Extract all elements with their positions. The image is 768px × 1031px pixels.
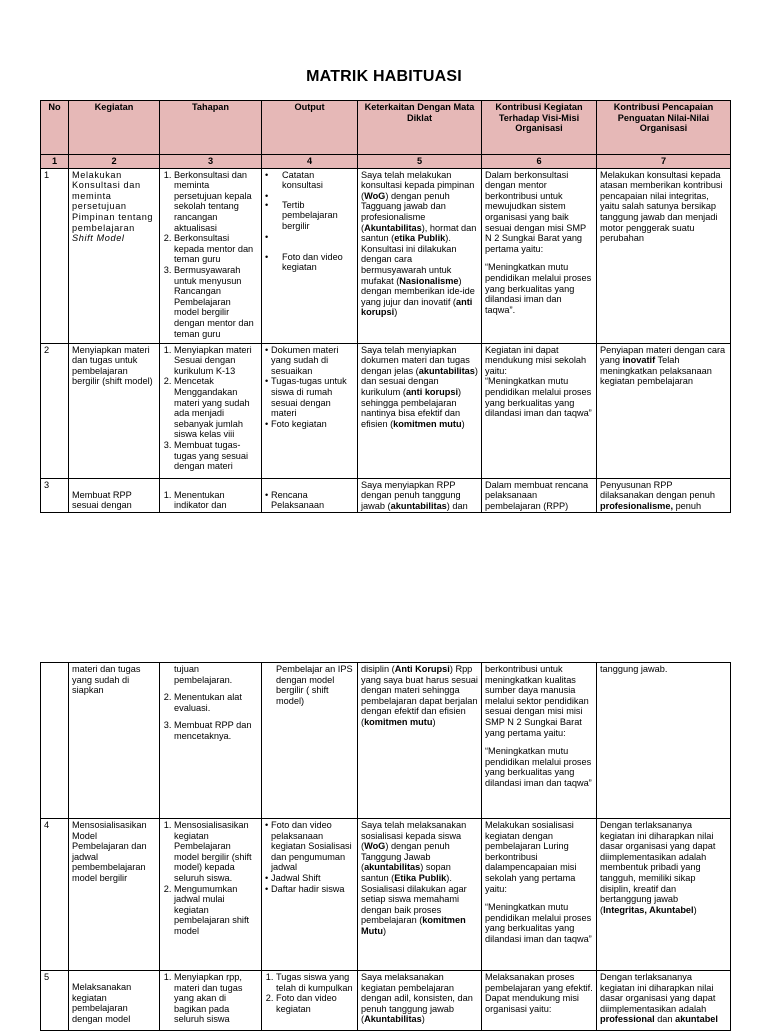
cell-tahapan [160,478,262,513]
row-number: 4 [41,819,69,971]
list-item: 1. Berkonsultasi dan meminta persetujuan kepala sekolah tentang rancangan aktualisasi [174,170,258,234]
cell-tahapan [160,971,262,1031]
cell-kontribusi-nilai: tanggung jawab. [597,663,731,819]
cell-output [262,168,358,343]
list-item: • Tertib pembelajaran bergilir [265,200,354,232]
column-number: 4 [262,155,358,169]
column-number-row [41,155,731,169]
cell-kontribusi-visi: berkontribusi untuk meningkatkan kualitas sumber daya manusia melalui sektor pendidikan sesuai dengan misi misi SMP N 2 Sungkai Barat yang pertama yaitu: “Meningkatkan mutu pendidikan melalui proses yang berkualitas yang dilandasi iman dan taqwa” [482,663,597,819]
cell-output [262,343,358,478]
cell-kegiatan: Menyiapkan materi dan tugas untuk pembelajaran bergilir (shift model) [69,343,160,478]
list-item: 2. Mencetak Menggandakan materi yang sudah ada menjadi sebanyak jumlah siswa kelas viii [174,376,258,440]
header-no: No [41,101,69,155]
cell-tahapan [160,168,262,343]
cell-keterkaitan: Saya telah melakukan konsultasi kepada pimpinan (WoG) dengan penuh Tagguang jawab dan profesionalisme (Akuntabilitas), hormat dan santun (etika Publik). Konsultasi ini dilakukan dengan cara bermusyawarah untuk mufakat (Nasionalisme) dengan memberikan ide-ide yang jujur dan inovatif (anti korupsi) [358,168,482,343]
header-output: Output [262,101,358,155]
cell-kegiatan: Melaksanakan kegiatan pembelajaran dengan model [69,971,160,1031]
document-title: MATRIK HABITUASI [306,68,462,85]
table-header-row [41,101,731,155]
column-number: 5 [358,155,482,169]
column-number: 6 [482,155,597,169]
cell-kontribusi-nilai: Dengan terlaksananya kegiatan ini diharapkan nilai dasar organisasi yang dapat diimplementasikan adalah membentuk pribadi yang tangguh, memiliki sikap disiplin, kreatif dan bertanggung jawab (Integritas, Akuntabel) [597,819,731,971]
list-item: 2. Mengumumkan jadwal mulai kegiatan pembelajaran shift model [174,884,258,937]
cell-keterkaitan: Saya melaksanakan kegiatan pembelajaran dengan adil, konsisten, dan penuh tanggung jawab (Akuntabilitas) [358,971,482,1031]
list-item: 1. Menyiapkan materi Sesuai dengan kurikulum K-13 [174,345,258,377]
header-kegiatan: Kegiatan [69,101,160,155]
cell-keterkaitan: Saya telah melaksanakan sosialisasi kepada siswa (WoG) dengan penuh Tanggung Jawab (akuntabilitas) sopan santun (Etika Publik). Sosialisasi dilakukan agar setiap siswa memahami dengan baik proses pembelajaran (komitmen Mutu) [358,819,482,971]
list-item: 1. Menyiapkan rpp, materi dan tugas yang akan di bagikan pada seluruh siswa [174,972,258,1025]
table-row [41,819,731,971]
list-item: • Jadwal Shift [265,873,354,884]
row-number: 3 [41,478,69,513]
list-item: 1. Tugas siswa yang telah di kumpulkan [276,972,354,993]
cell-tahapan [160,343,262,478]
table-row [41,343,731,478]
cell-kontribusi-visi: Dalam membuat rencana pelaksanaan pembelajaran (RPP) [482,478,597,513]
header-tahapan: Tahapan [160,101,262,155]
cell-kontribusi-nilai: Melakukan konsultasi kepada atasan memberikan kontribusi pencapaian nilai integritas, yaitu salah satunya bersikap tanggung jawab dan menjadi motor penggerak suatu perubahan [597,168,731,343]
table-row [41,168,731,343]
header-keterkaitan: Keterkaitan Dengan Mata Diklat [358,101,482,155]
list-item: • Dokumen materi yang sudah di sesuaikan [265,345,354,377]
list-item: • Catatan konsultasi [265,170,354,191]
list-item: 3. Membuat tugas-tugas yang sesuai dengan materi [174,440,258,472]
cell-kontribusi-nilai: Penyusunan RPP dilaksanakan dengan penuh profesionalisme, penuh [597,478,731,513]
column-number: 1 [41,155,69,169]
list-item: • Foto dan video kegiatan [265,252,354,273]
cell-kontribusi-visi: Kegiatan ini dapat mendukung misi sekolah yaitu: “Meningkatkan mutu pendidikan melalui proses yang berkualitas yang dilandasi iman dan taqwa” [482,343,597,478]
cell-kegiatan: Mensosialisasikan Model Pembelajaran dan jadwal pembembelajaran model bergilir [69,819,160,971]
list-item: • Rencana Pelaksanaan [265,490,354,511]
list-item: • Foto kegiatan [265,419,354,430]
list-item: 2. Foto dan video kegiatan [276,993,354,1014]
cell-kegiatan: Melakukan Konsultasi dan meminta persetujuan Pimpinan tentang pembelajaran Shift Model [69,168,160,343]
cell-kegiatan: Membuat RPP sesuai dengan [69,478,160,513]
header-kontribusi-nilai: Kontribusi Pencapaian Penguatan Nilai-Nilai Organisasi [597,101,731,155]
list-item: 1. Menentukan indikator dan [174,490,258,511]
cell-kontribusi-nilai: Dengan terlaksananya kegiatan ini diharapkan nilai dasar organisasi yang dapat diimplementasikan adalah professional dan akuntabel [597,971,731,1031]
list-item: 2. Menentukan alat evaluasi. [174,692,258,713]
habituation-matrix-table [40,100,731,513]
table-row [41,478,731,513]
column-number: 2 [69,155,160,169]
row-number: 2 [41,343,69,478]
list-item: 3. Membuat RPP dan mencetaknya. [174,720,258,741]
cell-kegiatan: materi dan tugas yang sudah di siapkan [69,663,160,819]
list-item: 3. Bermusyawarah untuk menyusun Rancangan Pembelajaran model bergilir dengan mentor dan teman guru [174,265,258,339]
list-item: • Daftar hadir siswa [265,884,354,895]
list-item: • Foto dan video pelaksanaan kegiatan Sosialisasi dan pengumuman jadwal [265,820,354,873]
list-item: 2. Berkonsultasi kepada mentor dan teman guru [174,233,258,265]
habituation-matrix-table-continued [40,662,731,1031]
header-kontribusi-visi: Kontribusi Kegiatan Terhadap Visi-Misi Organisasi [482,101,597,155]
cell-keterkaitan: Saya menyiapkan RPP dengan penuh tanggung jawab (akuntabilitas) dan [358,478,482,513]
cell-output [262,478,358,513]
cell-kontribusi-nilai: Penyiapan materi dengan cara yang inovatif Telah meningkatkan pelaksanaan kegiatan pembelajaran [597,343,731,478]
table-row [41,971,731,1031]
row-number: 1 [41,168,69,343]
cell-tahapan: tujuan pembelajaran. 2. Menentukan alat evaluasi. 3. Membuat RPP dan mencetaknya. [160,663,262,819]
table-row [41,663,731,819]
cell-tahapan [160,819,262,971]
row-number: 5 [41,971,69,1031]
cell-kontribusi-visi: Melakukan sosialisasi kegiatan dengan pembelajaran Luring berkontribusi dalampencapaian misi sekolah yang pertama yaitu: “Meningkatkan mutu pendidikan melalui proses yang berkualitas yang dilandasi iman dan taqwa” [482,819,597,971]
cell-keterkaitan: disiplin (Anti Korupsi) Rpp yang saya buat harus sesuai dengan materi sehingga pembelajaran dapat berjalan dengan efektif dan efisien (komitmen mutu) [358,663,482,819]
cell-keterkaitan: Saya telah menyiapkan dokumen materi dan tugas dengan jelas (akuntabilitas) dan sesuai dengan kurikulum (anti korupsi) sehingga pembelajaran nantinya bisa efektif dan efisien (komitmen mutu) [358,343,482,478]
cell-output [262,819,358,971]
column-number: 7 [597,155,731,169]
list-item: • Tugas-tugas untuk siswa di rumah sesuai dengan materi [265,376,354,418]
cell-output [262,971,358,1031]
column-number: 3 [160,155,262,169]
cell-kontribusi-visi: Dalam berkonsultasi dengan mentor berkontribusi untuk mewujudkan sistem organisasi yang baik sesuai dengan misi SMP N 2 Sungkai Barat yang pertama yaitu: “Meningkatkan mutu pendidikan melalui proses yang berkualitas yang dilandasi iman dan taqwa”. [482,168,597,343]
cell-output: Pembelajar an IPS dengan model bergilir ( shift model) [262,663,358,819]
cell-kontribusi-visi: Melaksanakan proses pembelajaran yang efektif. Dapat mendukung misi organisasi yaitu: [482,971,597,1031]
list-item: 1. Mensosialisasikan kegiatan Pembelajaran model bergilir (shift model) kepada seluruh siswa. [174,820,258,884]
